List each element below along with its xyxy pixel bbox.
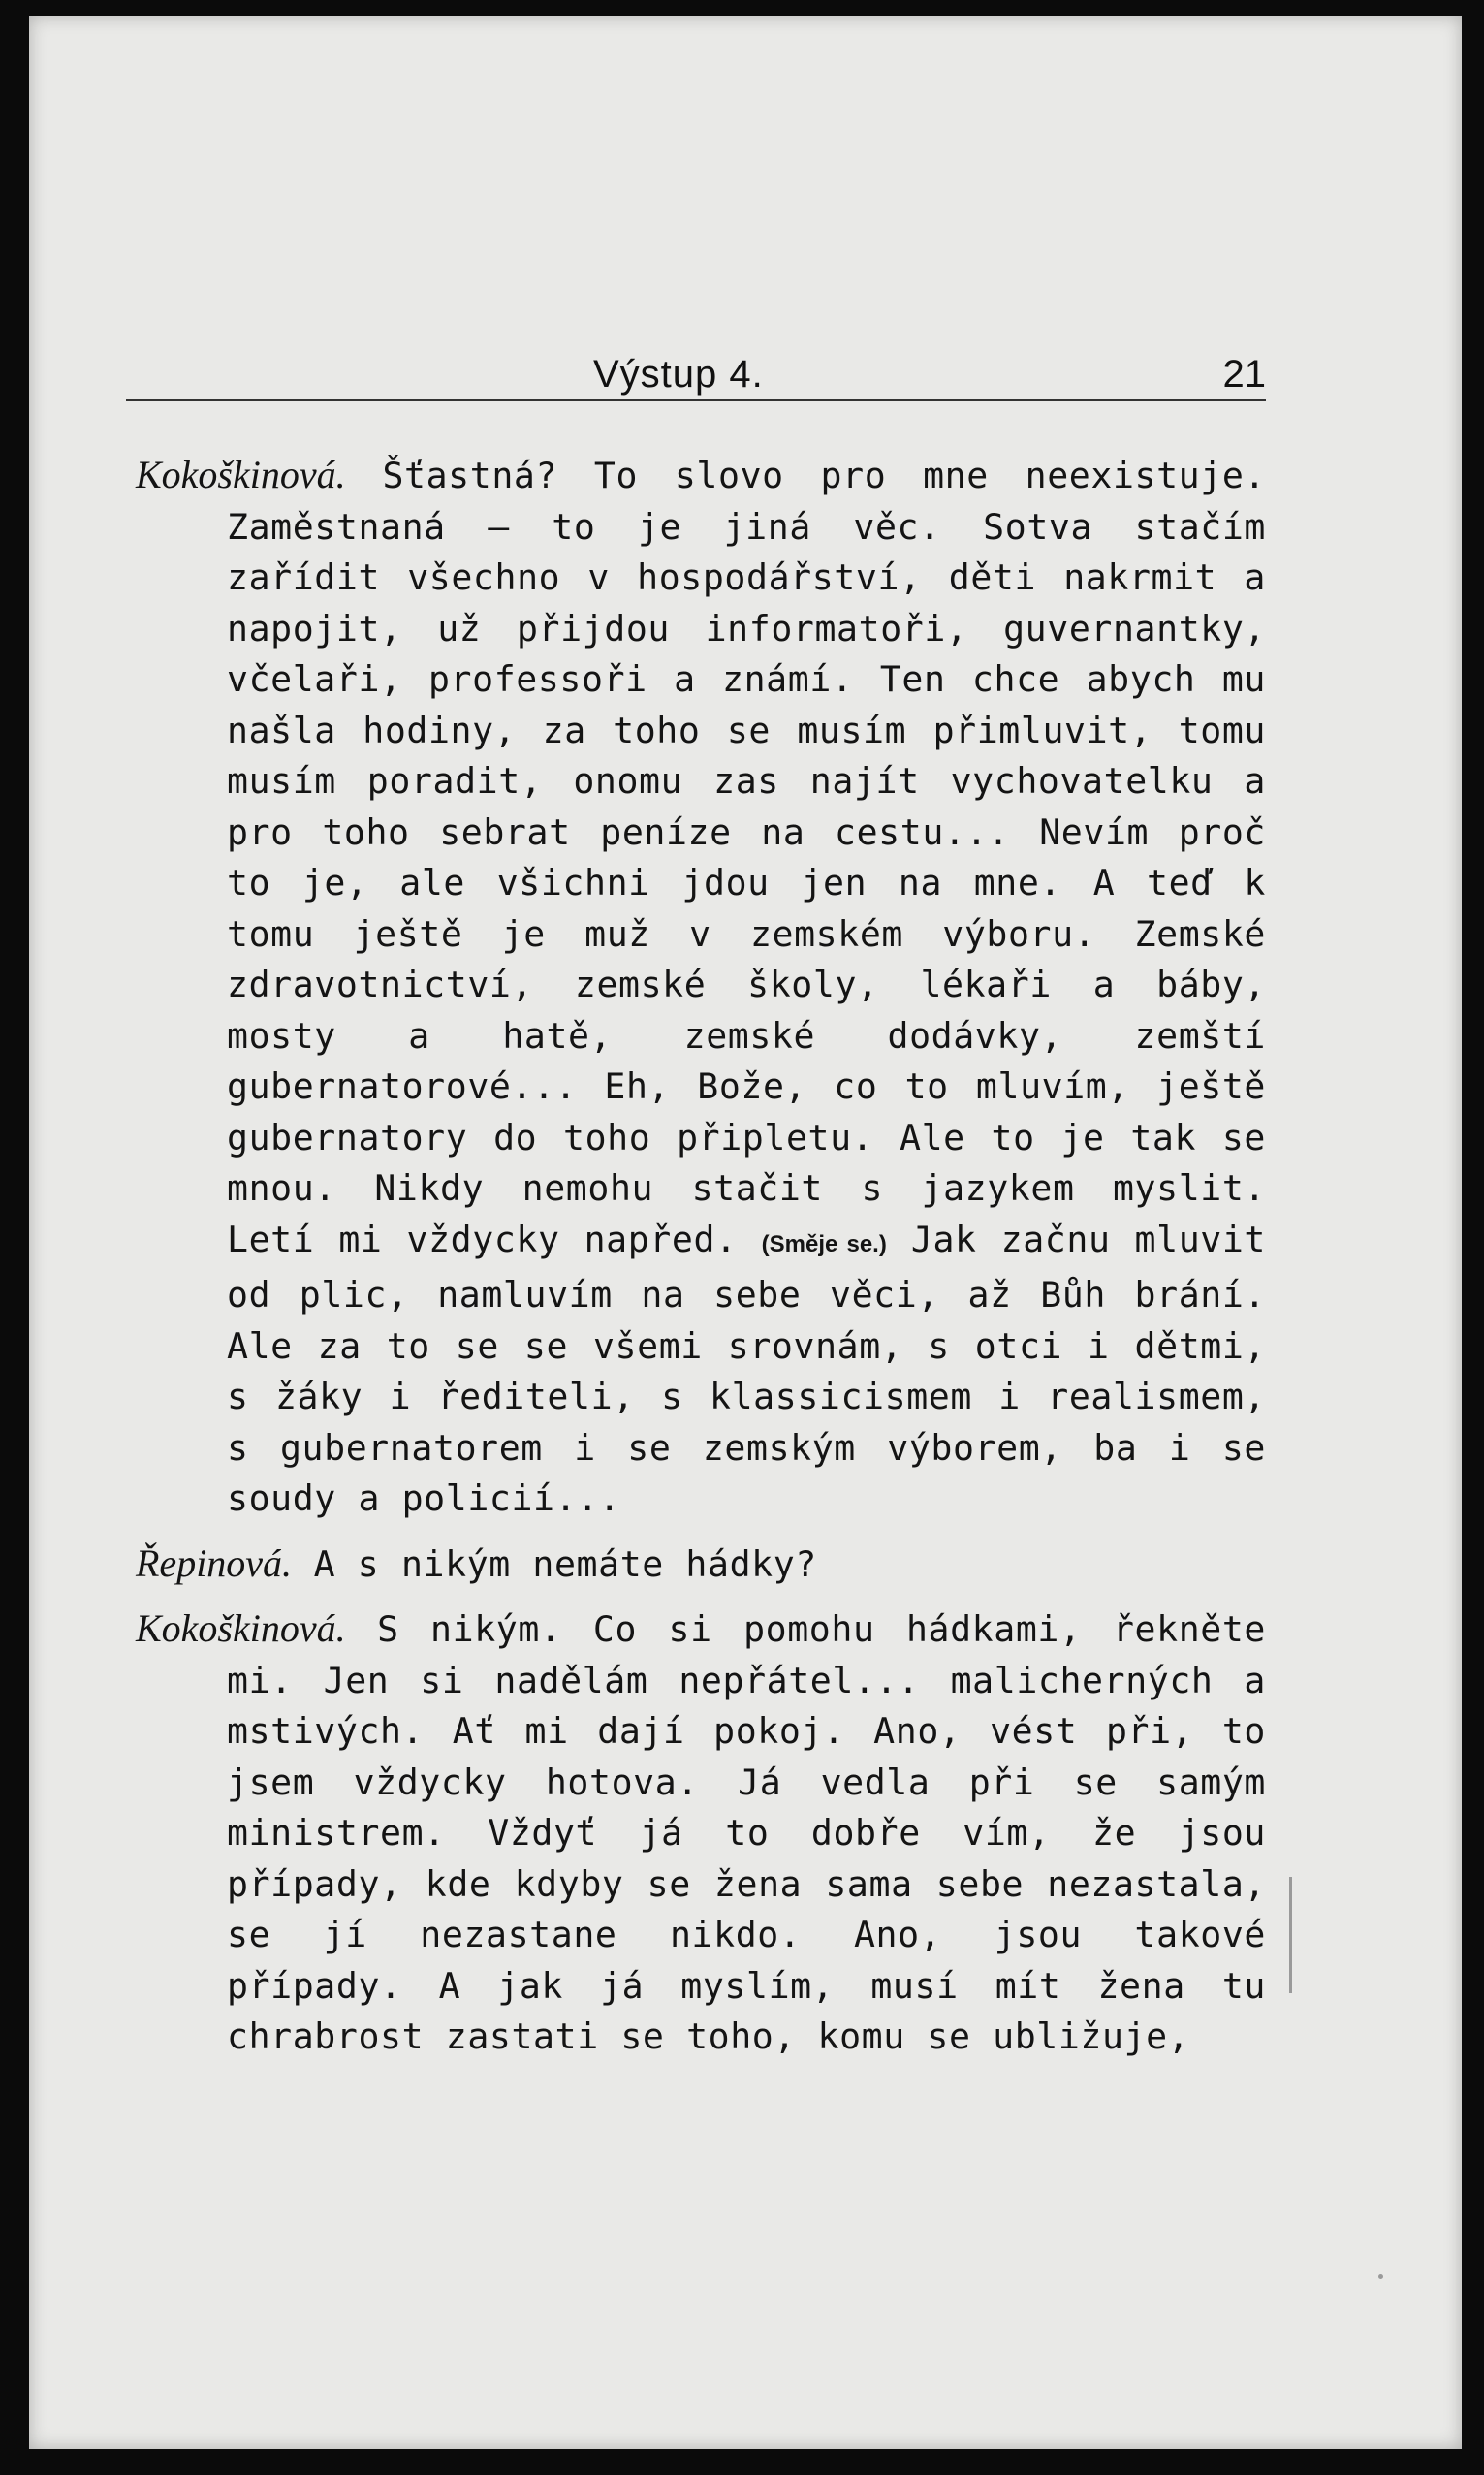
speaker-name: Kokoškinová.: [136, 453, 346, 496]
book-page: [29, 16, 1462, 2449]
play-text: [136, 450, 1266, 2063]
section-title: Výstup 4.: [593, 353, 764, 396]
speech-kokoskinova-1: [136, 450, 1266, 1525]
speaker-name: Řepinová.: [136, 1540, 293, 1585]
speaker-name: Kokoškinová.: [136, 1606, 346, 1650]
speech-repinova: [136, 1539, 1266, 1591]
stage-direction: (Směje se.): [761, 1230, 887, 1257]
speech-kokoskinova-2: [136, 1603, 1266, 2063]
speech-text: S nikým. Co si pomohu hádkami, řekněte mi. Jen si nadělám nepřátel... malicherných a mstivých. Ať mi dají pokoj. Ano, vést při, to jsem vždycky hotova. Já vedla při se samým ministrem. Vždyť já to dobře vím, že jsou případy, kde kdyby se žena sama sebe nezastala, se jí nezastane nikdo. Ano, jsou takové případy. A jak já myslím, musí mít žena tu chrabrost zastati se toho, komu se ubližuje,: [227, 1608, 1266, 2057]
header-rule: [126, 399, 1266, 401]
scan-artifact-mark: [1289, 1877, 1292, 1993]
speech-text: Šťastná? To slovo pro mne neexistuje. Zaměstnaná — to je jiná věc. Sotva stačím zařídit všechno v hospodářství, děti nakrmit a napojit, už přijdou informatoři, guvernantky, včelaři, professoři a známí. Ten chce abych mu našla hodiny, za toho se musím přimluvit, tomu musím poradit, onomu zas najít vychovatelku a pro toho sebrat peníze na cestu... Nevím proč to je, ale všichni jdou jen na mne. A teď k tomu ještě je muž v zemském výboru. Zemské zdravotnictví, zemské školy, lékaři a báby, mosty a hatě, zemské dodávky, zemští gubernatorové... Eh, Bože, co to mluvím, ještě gubernatory do toho připletu. Ale to je tak se mnou. Nikdy nemohu stačit s jazykem myslit. Letí mi vždycky napřed.: [227, 455, 1266, 1260]
scan-artifact-dot: [1378, 2274, 1383, 2279]
running-header: [29, 353, 1462, 411]
speech-text-continued: Jak začnu mluvit od plic, namluvím na sebe věci, až Bůh brání. Ale za to se se všemi srovnám, s otci i dětmi, s žáky i řediteli, s klassicismem i realismem, s gubernatorem i se zemským výborem, ba i se soudy a policií...: [227, 1218, 1267, 1519]
page-number: 21: [1222, 353, 1266, 396]
speech-text: A s nikým nemáte hádky?: [313, 1542, 817, 1585]
